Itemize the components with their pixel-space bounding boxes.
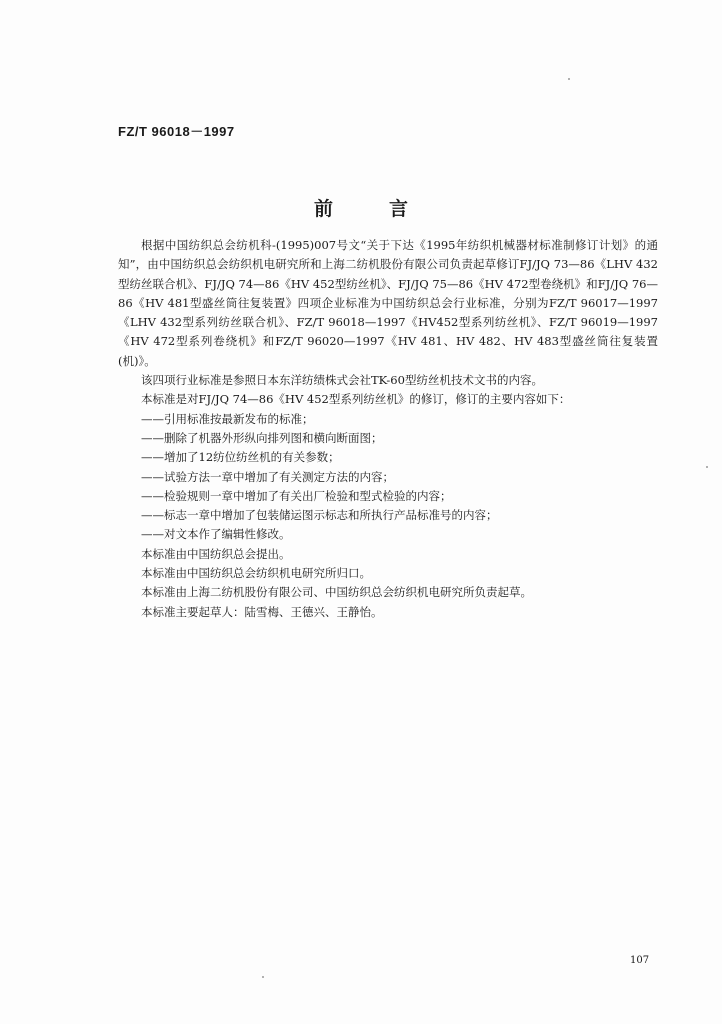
centralized-by-line: 本标准由中国纺织总会纺织机电研究所归口。 [141, 566, 371, 581]
page-number: 107 [630, 955, 650, 966]
revision-item-6: ——标志一章中增加了包装储运图示标志和所执行产品标准号的内容； [141, 508, 498, 523]
foreword-body [118, 236, 658, 622]
title-char-1: 前 [313, 198, 333, 220]
title-char-2: 言 [389, 198, 409, 220]
foreword-line-2: 本标准是对FJ/JQ 74—86《HV 452型系列纺丝机》的修订，修订的主要内容如下： [141, 392, 571, 407]
page-title [0, 194, 722, 221]
scan-speck [706, 466, 708, 468]
revision-item-1: ——引用标准按最新发布的标准； [141, 411, 314, 426]
foreword-paragraph-1: 根据中国纺织总会纺机科-(1995)007号文“关于下达《1995年纺织机械器材标准制修订计划》的通知”，由中国纺织总会纺织机电研究所和上海二纺机股份有限公司负责起草修订FJ/JQ 73—86《LHV 432型纺丝联合机》、FJ/JQ 74—86《HV 452型纺丝机》、FJ/JQ 75—86《HV 472型卷绕机》和FJ/JQ 76—86《HV 481型盛丝筒往复装置》四项企业标准为中国纺织总会行业标准，分别为FZ/T 96017—1997《LHV 432型系列纺丝联合机》、FZ/T 96018—1997《HV452型系列纺丝机》、FZ/T 96019—1997《HV 472型系列卷绕机》和FZ/T 96020—1997《HV 481、HV 482、HV 483型盛丝筒往复装置(机)》。 [118, 238, 658, 368]
scan-speck [262, 976, 264, 978]
revision-item-4: ——试验方法一章中增加了有关测定方法的内容； [141, 469, 394, 484]
standard-code: FZ/T 96018－1997 [118, 124, 235, 139]
foreword-line-1: 该四项行业标准是参照日本东洋纺绩株式会社TK-60型纺丝机技术文书的内容。 [141, 373, 543, 388]
revision-item-3: ——增加了12纺位纺丝机的有关参数； [141, 450, 340, 465]
scan-speck [568, 78, 570, 80]
drafting-unit-line: 本标准由上海二纺机股份有限公司、中国纺织总会纺织机电研究所负责起草。 [141, 585, 532, 600]
drafters-line: 本标准主要起草人：陆雪梅、王德兴、王静怡。 [141, 604, 383, 619]
revision-item-5: ——检验规则一章中增加了有关出厂检验和型式检验的内容； [141, 488, 452, 503]
revision-item-2: ——删除了机器外形纵向排列图和横向断面图； [141, 430, 383, 445]
revision-item-7: ——对文本作了编辑性修改。 [141, 527, 291, 542]
proposer-line: 本标准由中国纺织总会提出。 [141, 546, 291, 561]
